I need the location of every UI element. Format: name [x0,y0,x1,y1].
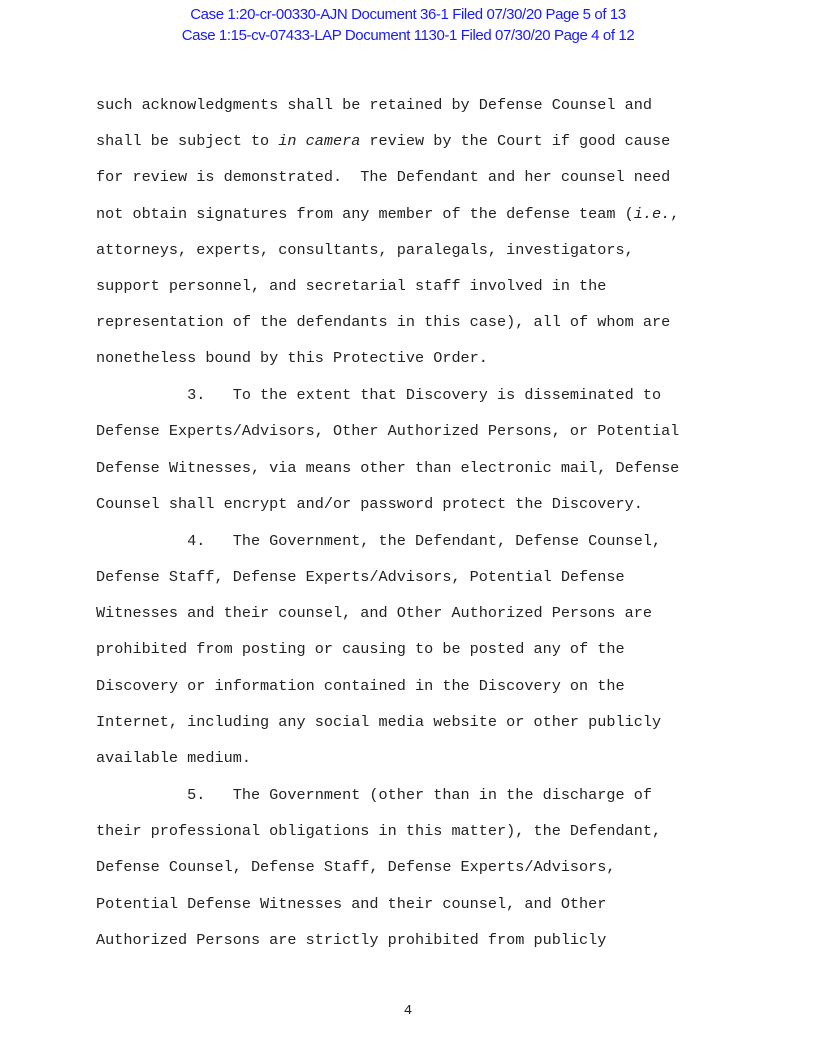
text-line: Defense Counsel, Defense Staff, Defense Experts/Advisors, [96,858,616,877]
text-line: their professional obligations in this matter), the Defendant, [96,822,662,841]
text-line: Counsel shall encrypt and/or password protect the Discovery. [96,494,643,513]
text-line: not obtain signatures from any member of the defense team (i.e., [96,204,680,223]
text-line: Internet, including any social media website or other publicly [96,712,662,731]
text-line: support personnel, and secretarial staff involved in the [96,276,607,295]
text-line: 4. The Government, the Defendant, Defense Counsel, [96,531,662,550]
text-line: 3. To the extent that Discovery is disseminated to [96,386,662,405]
header-stamp-b: Case 1:15-cv-07433-LAP Document 1130-1 Filed 07/30/20 Page 4 of 12 [181,27,635,44]
ecf-header-stamp [0,4,816,48]
header-stamp-a: Case 1:20-cr-00330-AJN Document 36-1 Filed 07/30/20 Page 5 of 13 [190,6,626,23]
text-line: prohibited from posting or causing to be posted any of the [96,640,625,659]
text-line: available medium. [96,748,251,767]
text-line: attorneys, experts, consultants, paralegals, investigators, [96,240,634,259]
text-line: 5. The Government (other than in the discharge of [96,785,652,804]
text-line: Witnesses and their counsel, and Other Authorized Persons are [96,604,652,623]
text-line: Defense Experts/Advisors, Other Authorized Persons, or Potential [96,422,680,441]
text-line: Defense Witnesses, via means other than electronic mail, Defense [96,458,680,477]
text-line: Potential Defense Witnesses and their counsel, and Other [96,894,607,913]
text-line: representation of the defendants in this case), all of whom are [96,313,671,332]
text-line: Authorized Persons are strictly prohibited from publicly [96,930,607,949]
text-line: such acknowledgments shall be retained by Defense Counsel and [96,96,652,114]
text-line: nonetheless bound by this Protective Order. [96,349,488,368]
page-number: 4 [403,1003,413,1019]
text-line: shall be subject to in camera review by the Court if good cause [96,132,671,151]
text-line: for review is demonstrated. The Defendant and her counsel need [96,168,671,187]
text-line: Discovery or information contained in the Discovery on the [96,676,625,695]
text-line: Defense Staff, Defense Experts/Advisors, Potential Defense [96,568,625,587]
document-body [96,95,736,966]
